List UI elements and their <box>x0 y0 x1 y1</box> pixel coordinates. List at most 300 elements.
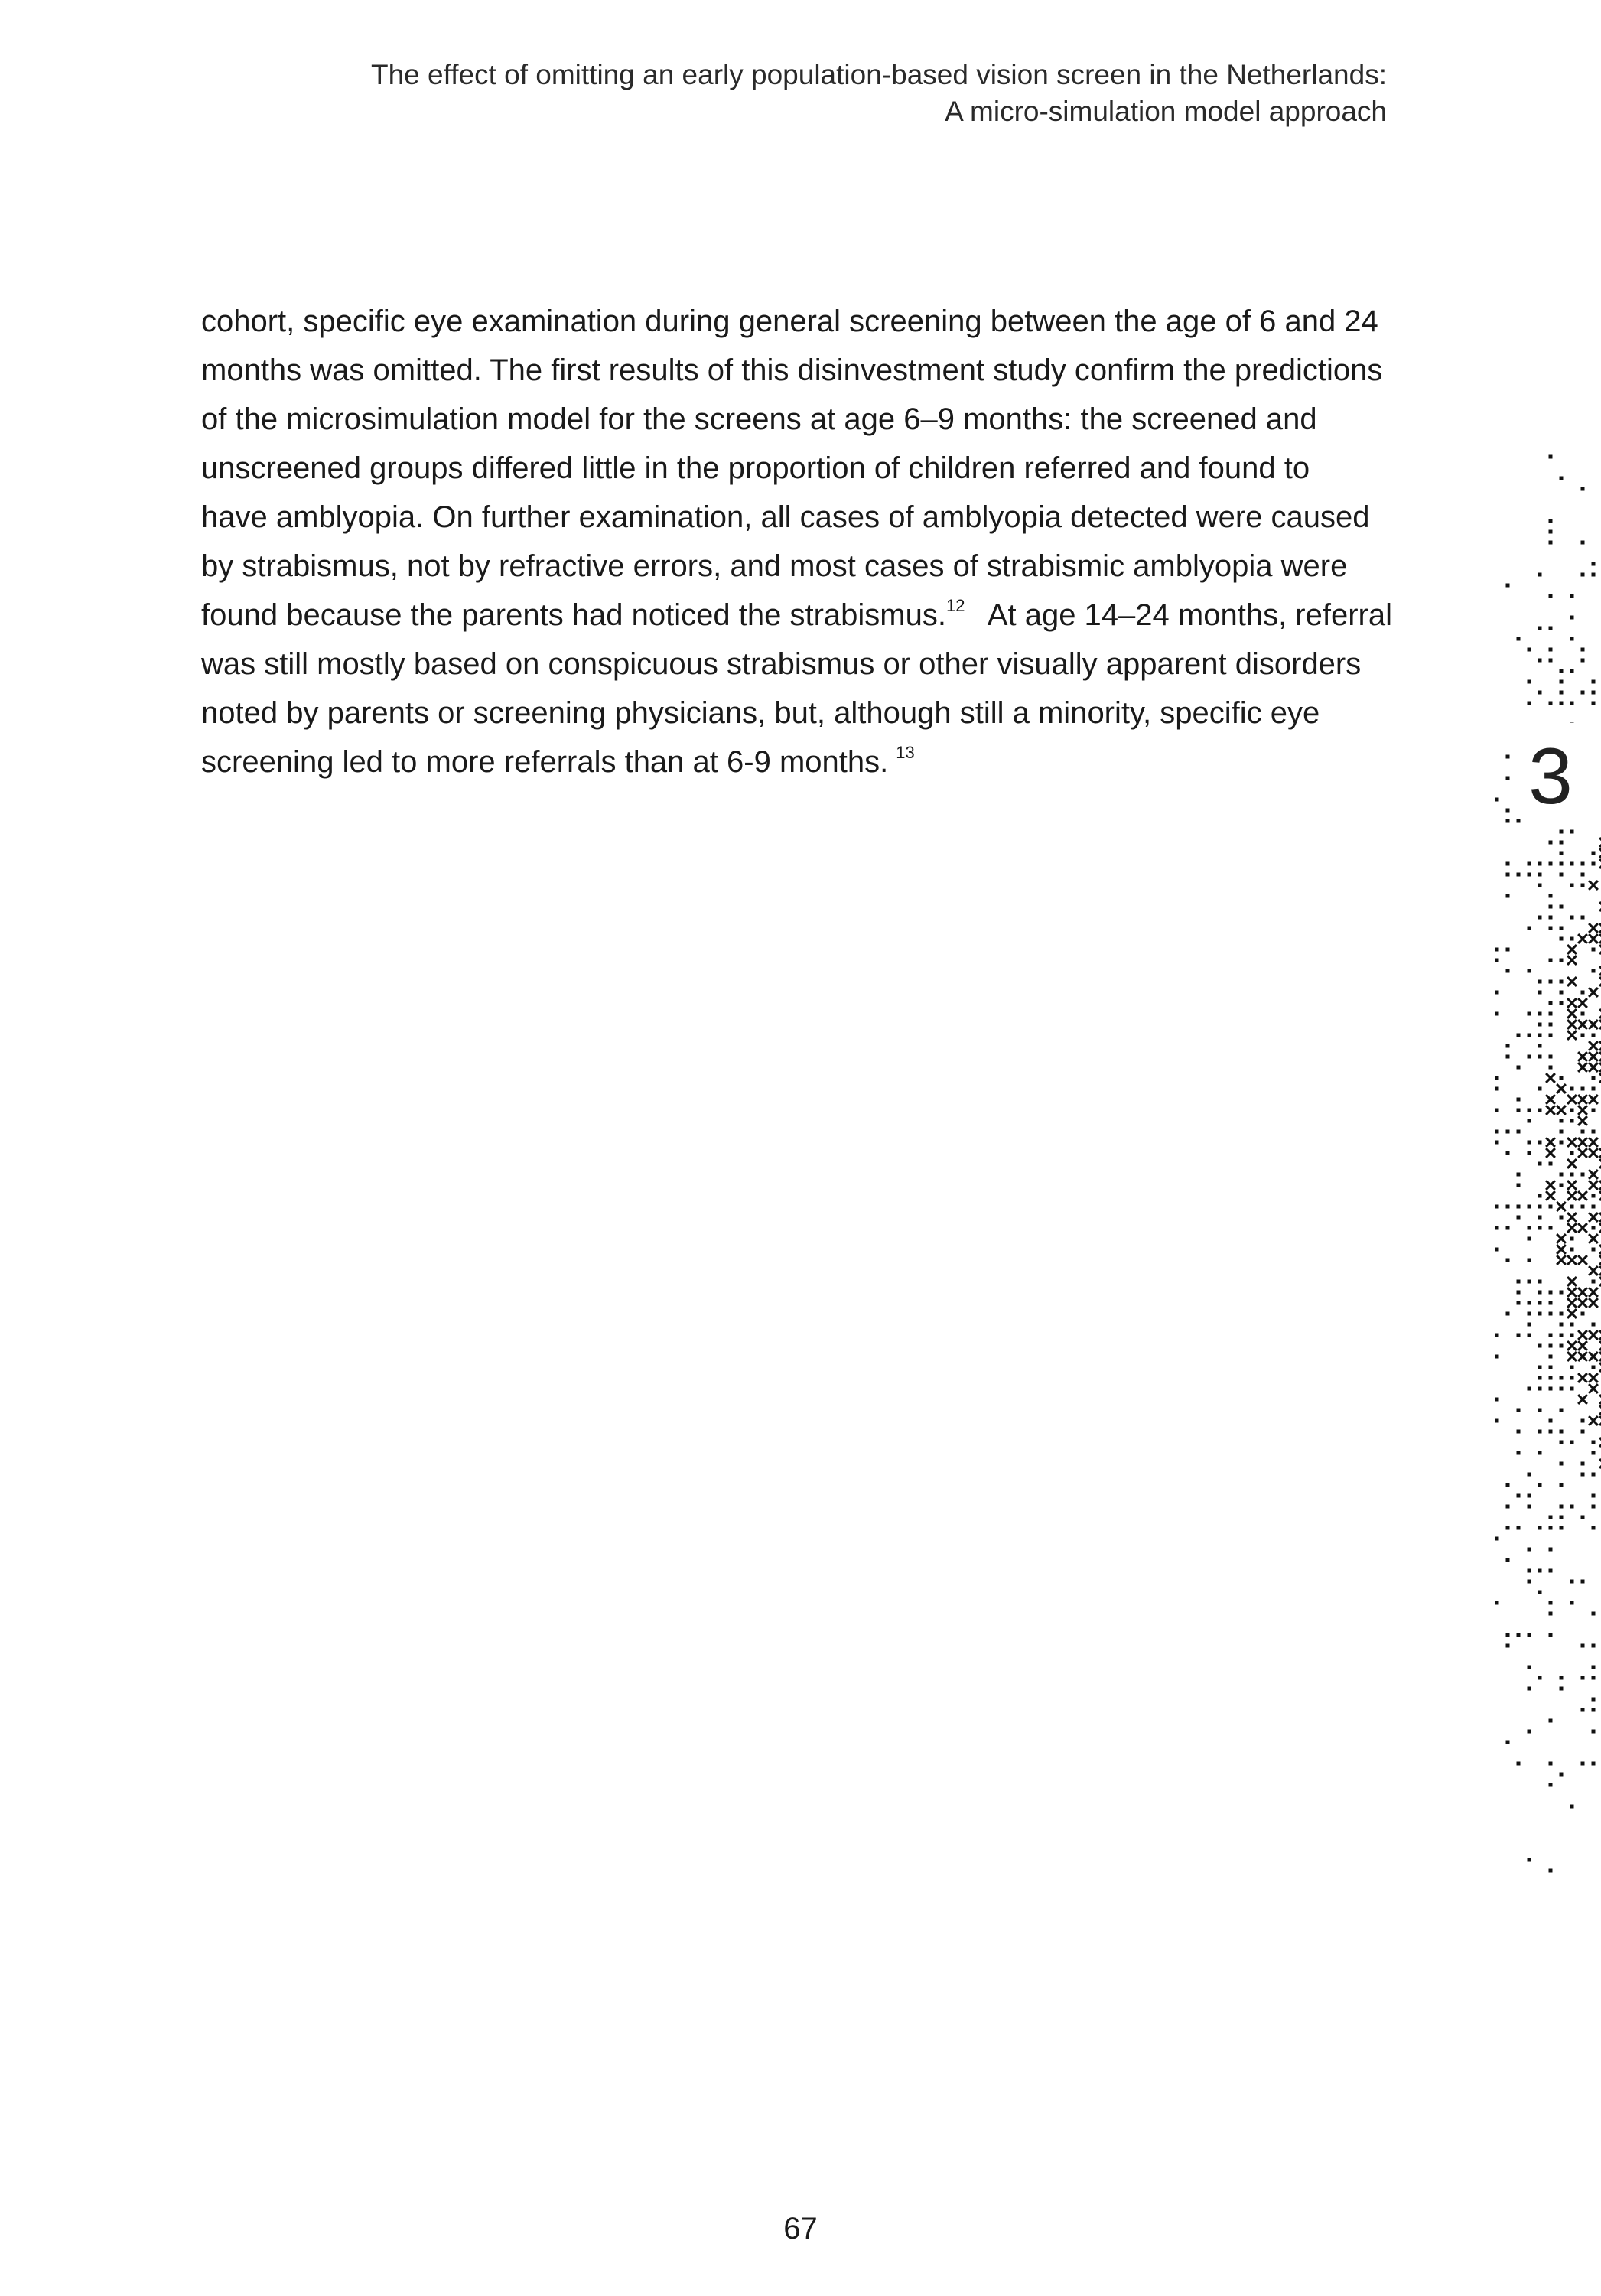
pattern-dot <box>1549 1387 1553 1391</box>
pattern-dot <box>1560 1773 1564 1777</box>
pattern-dot <box>1592 1730 1596 1734</box>
pattern-dot <box>1549 1366 1553 1369</box>
pattern-cross <box>1567 1298 1577 1308</box>
pattern-dot <box>1592 948 1596 952</box>
text-fragment: At age 14–24 months, referral <box>987 598 1392 632</box>
pattern-dot <box>1538 1451 1542 1455</box>
pattern-dot <box>1506 1205 1510 1209</box>
pattern-dot <box>1560 1441 1564 1444</box>
pattern-cross <box>1567 1341 1577 1350</box>
pattern-dot <box>1528 1205 1531 1209</box>
pattern-dot <box>1592 1194 1596 1198</box>
pattern-dot <box>1549 519 1553 523</box>
pattern-dot <box>1506 1226 1510 1230</box>
pattern-dot <box>1528 1109 1531 1112</box>
pattern-dot <box>1549 1334 1553 1337</box>
pattern-dot <box>1528 1141 1531 1145</box>
pattern-dot <box>1560 862 1564 866</box>
pattern-cross <box>1546 1073 1555 1083</box>
pattern-dot <box>1528 969 1531 973</box>
pattern-dot <box>1538 1409 1542 1412</box>
pattern-dot <box>1560 1505 1564 1509</box>
pattern-cross <box>1589 1416 1598 1425</box>
pattern-dot <box>1592 852 1596 855</box>
pattern-dot <box>1538 1526 1542 1530</box>
pattern-dot <box>1570 916 1574 920</box>
pattern-dot <box>1581 691 1585 695</box>
pattern-dot <box>1592 1612 1596 1616</box>
pattern-dot <box>1517 819 1521 823</box>
pattern-dot <box>1495 1109 1499 1112</box>
pattern-dot <box>1592 680 1596 684</box>
pattern-cross <box>1567 1309 1577 1318</box>
pattern-dot <box>1549 648 1553 652</box>
pattern-dot <box>1528 1666 1531 1669</box>
pattern-dot <box>1549 1023 1553 1027</box>
pattern-dot <box>1570 1366 1574 1369</box>
pattern-cross <box>1567 1352 1577 1361</box>
pattern-dot <box>1506 809 1510 813</box>
pattern-dot <box>1538 1141 1542 1145</box>
pattern-dot <box>1517 1291 1521 1295</box>
pattern-dot <box>1549 455 1553 459</box>
pattern-dot <box>1528 1301 1531 1305</box>
pattern-dot <box>1581 884 1585 887</box>
pattern-dot <box>1528 927 1531 930</box>
pattern-cross <box>1589 1170 1598 1179</box>
pattern-dot <box>1495 1012 1499 1016</box>
pattern-dot <box>1581 1473 1585 1477</box>
pattern-dot <box>1560 1483 1564 1487</box>
pattern-dot <box>1570 1334 1574 1337</box>
pattern-dot <box>1549 1601 1553 1605</box>
pattern-dot <box>1506 819 1510 823</box>
pattern-dot <box>1506 1505 1510 1509</box>
pattern-dot <box>1592 1205 1596 1209</box>
pattern-dot <box>1528 1259 1531 1262</box>
pattern-dot <box>1560 669 1564 673</box>
pattern-dot <box>1581 1708 1585 1712</box>
pattern-dot <box>1560 1430 1564 1434</box>
pattern-dot <box>1549 1301 1553 1305</box>
pattern-cross <box>1578 1298 1587 1308</box>
pattern-dot <box>1528 1687 1531 1691</box>
pattern-cross <box>1589 1041 1598 1050</box>
pattern-dot <box>1592 1708 1596 1712</box>
pattern-dot <box>1538 659 1542 663</box>
pattern-dot <box>1549 1012 1553 1016</box>
pattern-dot <box>1538 1591 1542 1594</box>
pattern-cross <box>1589 1288 1598 1297</box>
pattern-dot <box>1560 905 1564 909</box>
pattern-dot <box>1570 1237 1574 1241</box>
pattern-dot <box>1560 1526 1564 1530</box>
pattern-cross <box>1589 1266 1598 1275</box>
pattern-dot <box>1570 937 1574 941</box>
pattern-dot <box>1570 1441 1574 1444</box>
pattern-dot <box>1528 1055 1531 1059</box>
pattern-dot <box>1506 862 1510 866</box>
pattern-dot <box>1517 1451 1521 1455</box>
pattern-dot <box>1549 594 1553 598</box>
pattern-cross <box>1589 988 1598 997</box>
pattern-dot <box>1549 841 1553 845</box>
pattern-dot <box>1528 1569 1531 1573</box>
pattern-dot <box>1538 1280 1542 1284</box>
pattern-dot <box>1581 1462 1585 1466</box>
pattern-dot <box>1560 830 1564 834</box>
pattern-cross <box>1557 1106 1566 1115</box>
pattern-dot <box>1495 948 1499 952</box>
pattern-cross <box>1589 1352 1598 1361</box>
pattern-cross <box>1589 1138 1598 1147</box>
pattern-dot <box>1506 1312 1510 1316</box>
pattern-cross <box>1589 1384 1598 1393</box>
pattern-dot <box>1570 830 1574 834</box>
pattern-dot <box>1538 1162 1542 1166</box>
reference-marker-13: 13 <box>896 743 915 762</box>
pattern-cross <box>1578 1116 1587 1125</box>
pattern-cross <box>1557 1202 1566 1211</box>
pattern-cross <box>1578 1148 1587 1158</box>
pattern-dot <box>1581 1762 1585 1766</box>
pattern-dot <box>1538 1376 1542 1380</box>
pattern-dot <box>1517 1526 1521 1530</box>
pattern-dot <box>1549 1205 1553 1209</box>
pattern-dot <box>1538 1569 1542 1573</box>
pattern-dot <box>1538 1483 1542 1487</box>
text-line: was still mostly based on conspicuous strabismus or other visually apparent disorders <box>201 647 1362 681</box>
pattern-cross <box>1567 1009 1577 1018</box>
pattern-dot <box>1592 1473 1596 1477</box>
pattern-dot <box>1560 1387 1564 1391</box>
pattern-dot <box>1549 905 1553 909</box>
pattern-dot <box>1560 1119 1564 1123</box>
pattern-dot <box>1592 862 1596 866</box>
pattern-dot <box>1517 1280 1521 1284</box>
pattern-cross <box>1567 1277 1577 1286</box>
pattern-dot <box>1495 798 1499 802</box>
pattern-cross <box>1567 1020 1577 1029</box>
pattern-dot <box>1570 884 1574 887</box>
pattern-cross <box>1578 1052 1587 1061</box>
pattern-dot <box>1581 1516 1585 1519</box>
pattern-dot <box>1581 541 1585 545</box>
pattern-dot <box>1528 1548 1531 1552</box>
pattern-dot <box>1549 1226 1553 1230</box>
pattern-dot <box>1560 841 1564 845</box>
pattern-dot <box>1560 702 1564 705</box>
body-paragraph <box>201 297 1392 787</box>
pattern-dot <box>1517 1762 1521 1766</box>
pattern-dot <box>1506 1044 1510 1048</box>
pattern-dot <box>1549 959 1553 962</box>
pattern-dot <box>1592 1666 1596 1669</box>
pattern-cross <box>1578 934 1587 943</box>
pattern-dot <box>1538 1044 1542 1048</box>
pattern-dot <box>1538 1205 1542 1209</box>
text-line: months was omitted. The first results of this disinvestment study confirm the predictions <box>201 353 1383 387</box>
pattern-dot <box>1560 691 1564 695</box>
pattern-dot <box>1517 1409 1521 1412</box>
pattern-dot <box>1517 1098 1521 1102</box>
pattern-dot <box>1549 1055 1553 1059</box>
pattern-dot <box>1560 1184 1564 1187</box>
pattern-dot <box>1581 1430 1585 1434</box>
pattern-dot <box>1570 1119 1574 1123</box>
pattern-dot <box>1560 873 1564 877</box>
pattern-dot <box>1495 1398 1499 1402</box>
pattern-dot <box>1592 1494 1596 1498</box>
text-line: screening led to more referrals than at 6-9 months. $^{13}$ <box>201 743 915 779</box>
pattern-dot <box>1549 1376 1553 1380</box>
pattern-cross <box>1567 945 1577 954</box>
pattern-dot <box>1538 884 1542 887</box>
pattern-dot <box>1528 1237 1531 1241</box>
pattern-dot <box>1570 1323 1574 1327</box>
running-header-title: The effect of omitting an early population-based vision screen in the Netherlands: <box>371 59 1387 90</box>
pattern-dot <box>1560 1141 1564 1145</box>
text-line: unscreened groups differed little in the proportion of children referred and found to <box>201 451 1310 485</box>
pattern-dot <box>1517 873 1521 877</box>
pattern-cross <box>1567 1159 1577 1168</box>
pattern-cross <box>1578 1288 1587 1297</box>
pattern-cross <box>1567 1095 1577 1104</box>
pattern-cross <box>1578 998 1587 1008</box>
pattern-dot <box>1538 1387 1542 1391</box>
pattern-cross <box>1567 977 1577 986</box>
pattern-dot <box>1495 1141 1499 1145</box>
pattern-dot <box>1592 1366 1596 1369</box>
pattern-dot <box>1549 1312 1553 1316</box>
pattern-cross <box>1567 1138 1577 1147</box>
pattern-cross <box>1589 881 1598 890</box>
text-line: have amblyopia. On further examination, all cases of amblyopia detected were caused <box>201 500 1370 534</box>
pattern-dot <box>1560 1216 1564 1220</box>
pattern-dot <box>1538 1344 1542 1348</box>
pattern-dot <box>1560 1376 1564 1380</box>
pattern-dot <box>1560 1334 1564 1337</box>
pattern-cross <box>1589 1063 1598 1072</box>
pattern-dot <box>1528 1119 1531 1123</box>
pattern-dot <box>1592 1109 1596 1112</box>
pattern-dot <box>1528 1580 1531 1584</box>
pattern-cross <box>1589 1148 1598 1158</box>
pattern-dot <box>1570 1173 1574 1177</box>
pattern-dot <box>1560 1291 1564 1295</box>
pattern-dot <box>1517 1173 1521 1177</box>
pattern-dot <box>1549 1633 1553 1637</box>
pattern-dot <box>1560 1130 1564 1134</box>
pattern-dot <box>1570 1248 1574 1252</box>
pattern-dot <box>1560 852 1564 855</box>
pattern-dot <box>1528 873 1531 877</box>
pattern-dot <box>1581 1087 1585 1091</box>
pattern-dot <box>1549 916 1553 920</box>
pattern-dot <box>1538 1087 1542 1091</box>
pattern-dot <box>1560 1409 1564 1412</box>
pattern-dot <box>1506 1633 1510 1637</box>
pattern-dot <box>1495 1419 1499 1423</box>
pattern-dot <box>1560 1462 1564 1466</box>
pattern-dot <box>1581 916 1585 920</box>
pattern-dot <box>1549 1344 1553 1348</box>
pattern-cross <box>1567 1255 1577 1265</box>
pattern-cross <box>1578 1395 1587 1404</box>
text-line: by strabismus, not by refractive errors, and most cases of strabismic amblyopia were <box>201 549 1348 583</box>
pattern-cross <box>1578 1255 1587 1265</box>
pattern-dot <box>1528 1280 1531 1284</box>
pattern-dot <box>1517 1494 1521 1498</box>
pattern-dot <box>1506 1558 1510 1562</box>
pattern-cross <box>1578 1138 1587 1147</box>
pattern-dot <box>1506 1526 1510 1530</box>
pattern-dot <box>1538 1312 1542 1316</box>
pattern-cross <box>1567 1213 1577 1222</box>
pattern-dot <box>1592 1644 1596 1648</box>
pattern-dot <box>1528 680 1531 684</box>
pattern-cross <box>1578 1223 1587 1233</box>
pattern-dot <box>1570 1109 1574 1112</box>
pattern-dot <box>1538 1012 1542 1016</box>
pattern-cross <box>1589 1095 1598 1104</box>
pattern-dot <box>1528 1387 1531 1391</box>
pattern-dot <box>1506 584 1510 588</box>
pattern-cross <box>1578 1352 1587 1361</box>
pattern-dot <box>1570 637 1574 641</box>
pattern-dot <box>1581 1312 1585 1316</box>
pattern-dot <box>1528 862 1531 866</box>
pattern-dot <box>1528 1505 1531 1509</box>
pattern-dot <box>1538 691 1542 695</box>
pattern-cross <box>1578 1020 1587 1029</box>
chapter-number: 3 <box>1528 732 1573 821</box>
text-fragment: found because the parents had noticed the strabismus.$^{12}$ <box>201 596 965 632</box>
pattern-dot <box>1581 1034 1585 1037</box>
pattern-dot <box>1495 1226 1499 1230</box>
pattern-dot <box>1560 1173 1564 1177</box>
pattern-dot <box>1495 1076 1499 1080</box>
text-line <box>201 591 1392 640</box>
pattern-cross <box>1546 1148 1555 1158</box>
pattern-dot <box>1570 1376 1574 1380</box>
pattern-dot <box>1538 1034 1542 1037</box>
pattern-dot <box>1581 573 1585 577</box>
pattern-dot <box>1570 1601 1574 1605</box>
pattern-dot <box>1592 1076 1596 1080</box>
pattern-dot <box>1581 1644 1585 1648</box>
pattern-cross <box>1589 1298 1598 1308</box>
pattern-cross <box>1578 1341 1587 1350</box>
pattern-dot <box>1528 1312 1531 1316</box>
pattern-dot <box>1581 1012 1585 1016</box>
pattern-dot <box>1517 637 1521 641</box>
pattern-dot <box>1495 1130 1499 1134</box>
pattern-dot <box>1538 1194 1542 1198</box>
pattern-dot <box>1538 1676 1542 1680</box>
pattern-dot <box>1560 477 1564 480</box>
pattern-cross <box>1557 1234 1566 1243</box>
pattern-dot <box>1560 927 1564 930</box>
pattern-dot <box>1549 1526 1553 1530</box>
pattern-dot <box>1517 1334 1521 1337</box>
pattern-dot <box>1570 1205 1574 1209</box>
pattern-dot <box>1538 1023 1542 1027</box>
pattern-dot <box>1549 1612 1553 1616</box>
pattern-dot <box>1560 1516 1564 1519</box>
pattern-dot <box>1538 1109 1542 1112</box>
pattern-dot <box>1592 1226 1596 1230</box>
pattern-dot <box>1549 1034 1553 1037</box>
pattern-dot <box>1549 862 1553 866</box>
pattern-dot <box>1570 1805 1574 1809</box>
pattern-dot <box>1528 1633 1531 1637</box>
pattern-dot <box>1592 1676 1596 1680</box>
running-header-subtitle: A micro-simulation model approach <box>945 96 1387 127</box>
pattern-dot <box>1581 873 1585 877</box>
pattern-dot <box>1549 1419 1553 1423</box>
pattern-dot <box>1538 916 1542 920</box>
pattern-dot <box>1549 541 1553 545</box>
pattern-dot <box>1506 894 1510 898</box>
pattern-cross <box>1546 1106 1555 1115</box>
text-line: noted by parents or screening physicians, but, although still a minority, specific eye <box>201 696 1320 730</box>
pattern-dot <box>1560 680 1564 684</box>
pattern-dot <box>1560 1323 1564 1327</box>
pattern-cross <box>1546 1095 1555 1104</box>
pattern-dot <box>1549 1066 1553 1070</box>
pattern-dot <box>1560 1312 1564 1316</box>
text-line: of the microsimulation model for the screens at age 6–9 months: the screened and <box>201 402 1317 436</box>
pattern-cross <box>1589 1052 1598 1061</box>
pattern-dot <box>1592 1762 1596 1766</box>
pattern-dot <box>1592 1698 1596 1702</box>
pattern-dot <box>1592 702 1596 705</box>
pattern-dot <box>1570 594 1574 598</box>
pattern-dot <box>1581 1676 1585 1680</box>
pattern-cross <box>1589 923 1598 933</box>
pattern-dot <box>1592 1248 1596 1252</box>
pattern-dot <box>1570 616 1574 620</box>
pattern-cross <box>1567 956 1577 965</box>
pattern-dot <box>1581 991 1585 995</box>
pattern-dot <box>1581 487 1585 491</box>
pattern-dot <box>1592 1505 1596 1509</box>
pattern-dot <box>1549 1001 1553 1005</box>
pattern-dot <box>1517 1205 1521 1209</box>
pattern-dot <box>1549 894 1553 898</box>
pattern-dot <box>1570 669 1574 673</box>
pattern-cross <box>1567 998 1577 1008</box>
pattern-dot <box>1560 959 1564 962</box>
pattern-cross <box>1578 1106 1587 1115</box>
pattern-dot <box>1560 937 1564 941</box>
pattern-dot <box>1592 1451 1596 1455</box>
pattern-dot <box>1528 1473 1531 1477</box>
pattern-dot <box>1506 1741 1510 1744</box>
pattern-dot <box>1517 1301 1521 1305</box>
pattern-dot <box>1549 1719 1553 1723</box>
pattern-dot <box>1528 1151 1531 1155</box>
pattern-cross <box>1589 1181 1598 1190</box>
pattern-dot <box>1581 1173 1585 1177</box>
pattern-cross <box>1557 1255 1566 1265</box>
pattern-dot <box>1592 1034 1596 1037</box>
pattern-dot <box>1592 1280 1596 1284</box>
pattern-cross <box>1567 1191 1577 1200</box>
pattern-cross <box>1589 1330 1598 1340</box>
pattern-dot <box>1549 627 1553 630</box>
